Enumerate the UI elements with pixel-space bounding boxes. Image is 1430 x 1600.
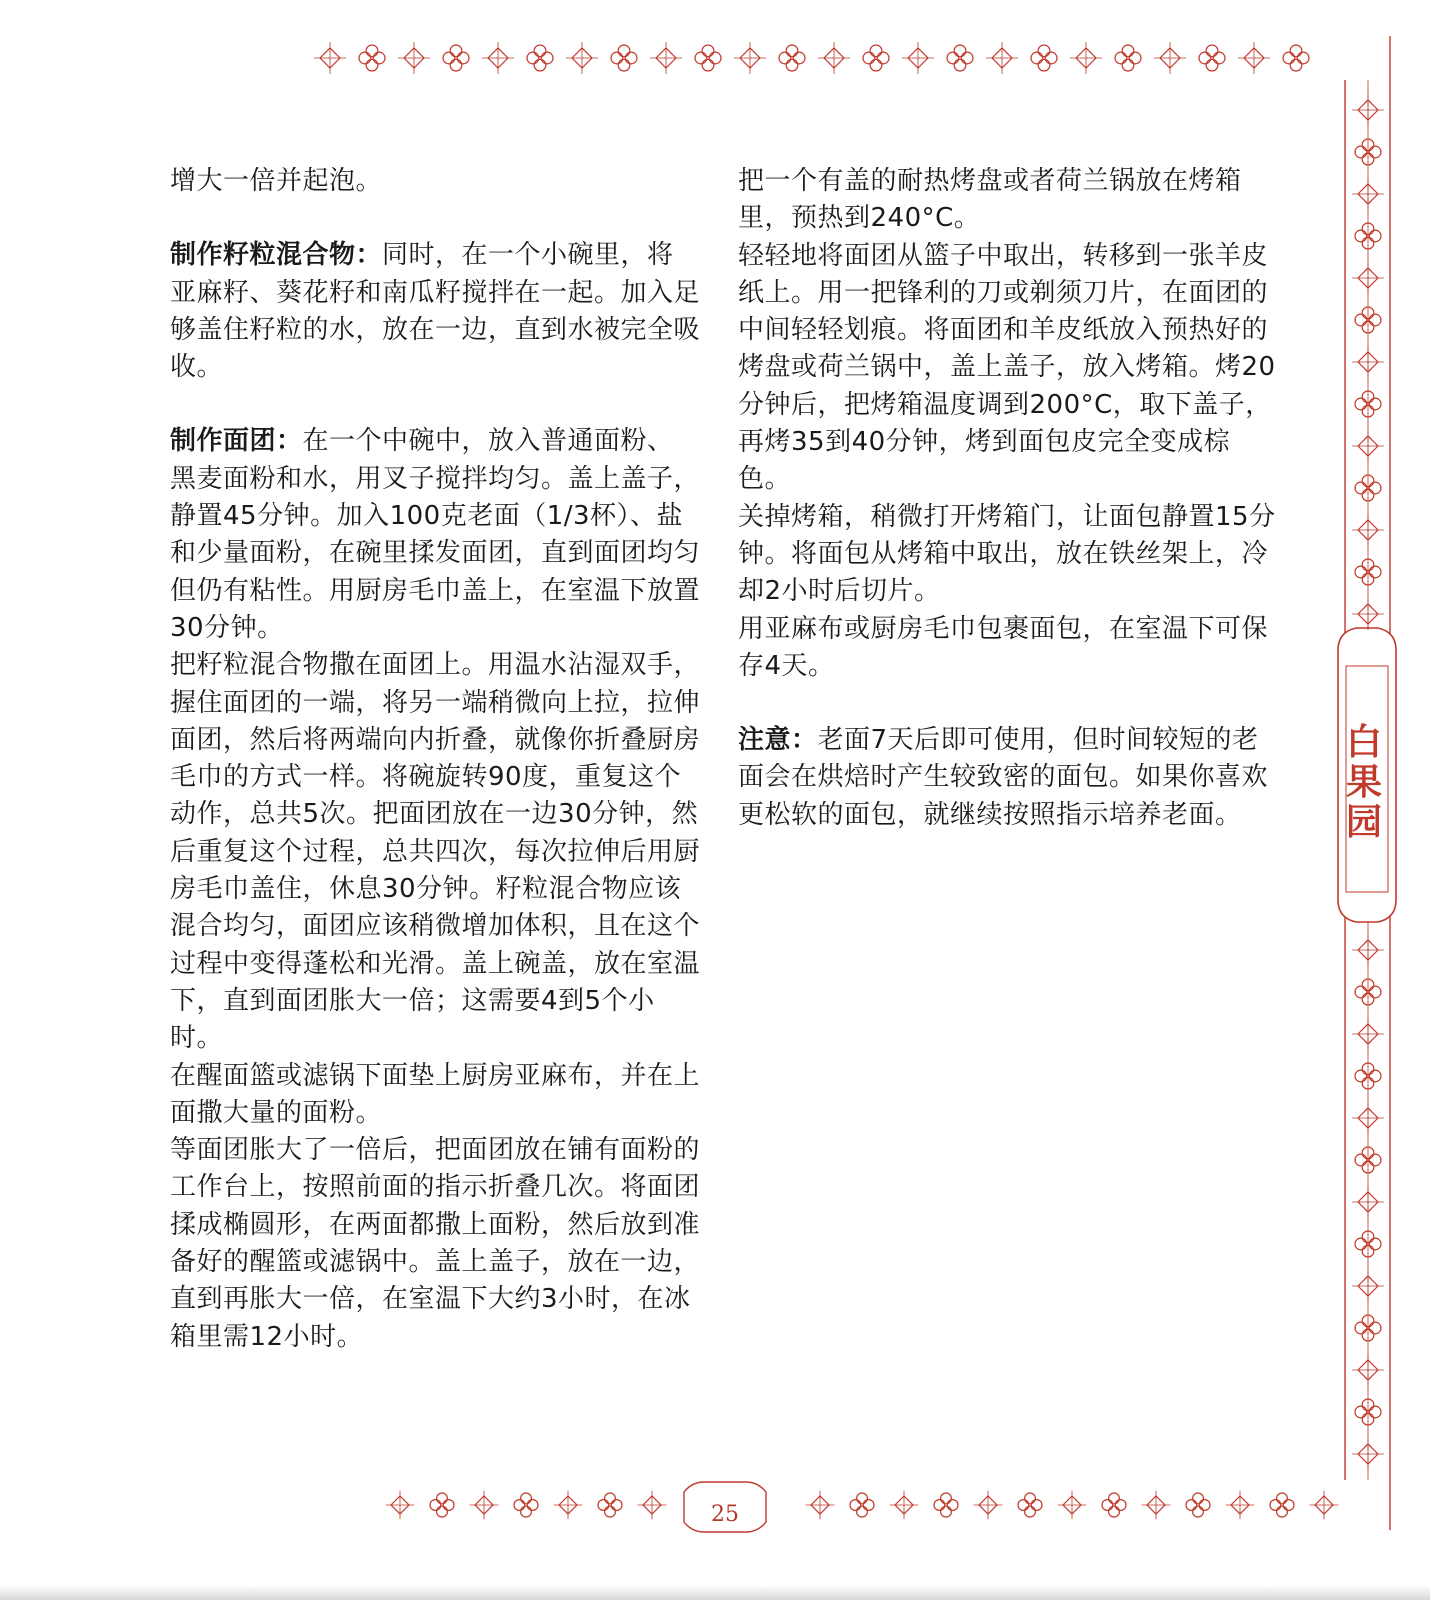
section-heading: 制作面团： [170, 426, 303, 457]
paragraph: 把籽粒混合物撒在面团上。用温水沾湿双手，握住面团的一端，将另一端稍微向上拉，拉伸面团，然后将两端向内折叠，就像你折叠厨房毛巾的方式一样。将碗旋转90度，重复这个动作，总共5次。把面团放在一边30分钟，然后重复这个过程，总共四次，每次拉伸后用厨房毛巾盖住，休息30分钟。籽粒混合物应该混合均匀，面团应该稍微增加体积，且在这个过程中变得蓬松和光滑。盖上碗盖，放在室温下，直到面团胀大一倍；这需要4到5个小时。 [170, 650, 701, 1054]
left-text-column [170, 163, 700, 1356]
paragraph-seed-mix [170, 237, 700, 386]
side-tab-label [1334, 722, 1394, 842]
page-number: 25 [711, 1502, 739, 1527]
paragraph: 关掉烤箱，稍微打开烤箱门，让面包静置15分钟。将面包从烤箱中取出，放在铁丝架上，冷却2小时后切片。 [738, 501, 1276, 607]
paragraph-body: 同时，在一个小碗里，将亚麻籽、葵花籽和南瓜籽搅拌在一起。加入足够盖住籽粒的水，放在一边，直到水被完全吸收。 [170, 240, 701, 383]
paragraph-dough [170, 423, 700, 647]
section-heading: 制作籽粒混合物： [170, 240, 383, 271]
paragraph: 等面团胀大了一倍后，把面团放在铺有面粉的工作台上，按照前面的指示折叠几次。将面团揉成椭圆形，在两面都撒上面粉，然后放到准备好的醒篮或滤锅中。盖上盖子，放在一边，直到再胀大一倍，在室温下大约3小时，在冰箱里需12小时。 [170, 1135, 701, 1352]
paragraph: 用亚麻布或厨房毛巾包裹面包，在室温下可保存4天。 [738, 613, 1269, 681]
paragraph: 轻轻地将面团从篮子中取出，转移到一张羊皮纸上。用一把锋利的刀或剃须刀片，在面团的中间轻轻划痕。将面团和羊皮纸放入预热好的烤盘或荷兰锅中，盖上盖子，放入烤箱。烤20分钟后，把烤箱温度调到200°C，取下盖子，再烤35到40分钟，烤到面包皮完全变成棕色。 [738, 240, 1276, 495]
side-tab-char: 果 [1345, 761, 1382, 803]
paragraph: 在醒面篮或滤锅下面垫上厨房亚麻布，并在上面撒大量的面粉。 [170, 1060, 701, 1128]
side-tab-char: 园 [1345, 801, 1382, 843]
paragraph: 把一个有盖的耐热烤盘或者荷兰锅放在烤箱里，预热到240°C。 [738, 166, 1242, 234]
note-paragraph [738, 722, 1278, 834]
paragraph-body: 在一个中碗中，放入普通面粉、黑麦面粉和水，用叉子搅拌均匀。盖上盖子，静置45分钟。加入100克老面（1/3杯）、盐和少量面粉，在碗里揉发面团，直到面团均匀但仍有粘性。用厨房毛巾盖上，在室温下放置30分钟。 [170, 426, 701, 643]
page-edge-shadow [0, 1585, 1430, 1600]
note-body: 老面7天后即可使用，但时间较短的老面会在烘焙时产生较致密的面包。如果你喜欢更松软的面包，就继续按照指示培养老面。 [738, 725, 1269, 830]
side-tab-char: 白 [1345, 721, 1382, 763]
note-heading: 注意： [738, 725, 818, 756]
paragraph: 增大一倍并起泡。 [170, 166, 383, 196]
right-text-column [738, 163, 1278, 834]
